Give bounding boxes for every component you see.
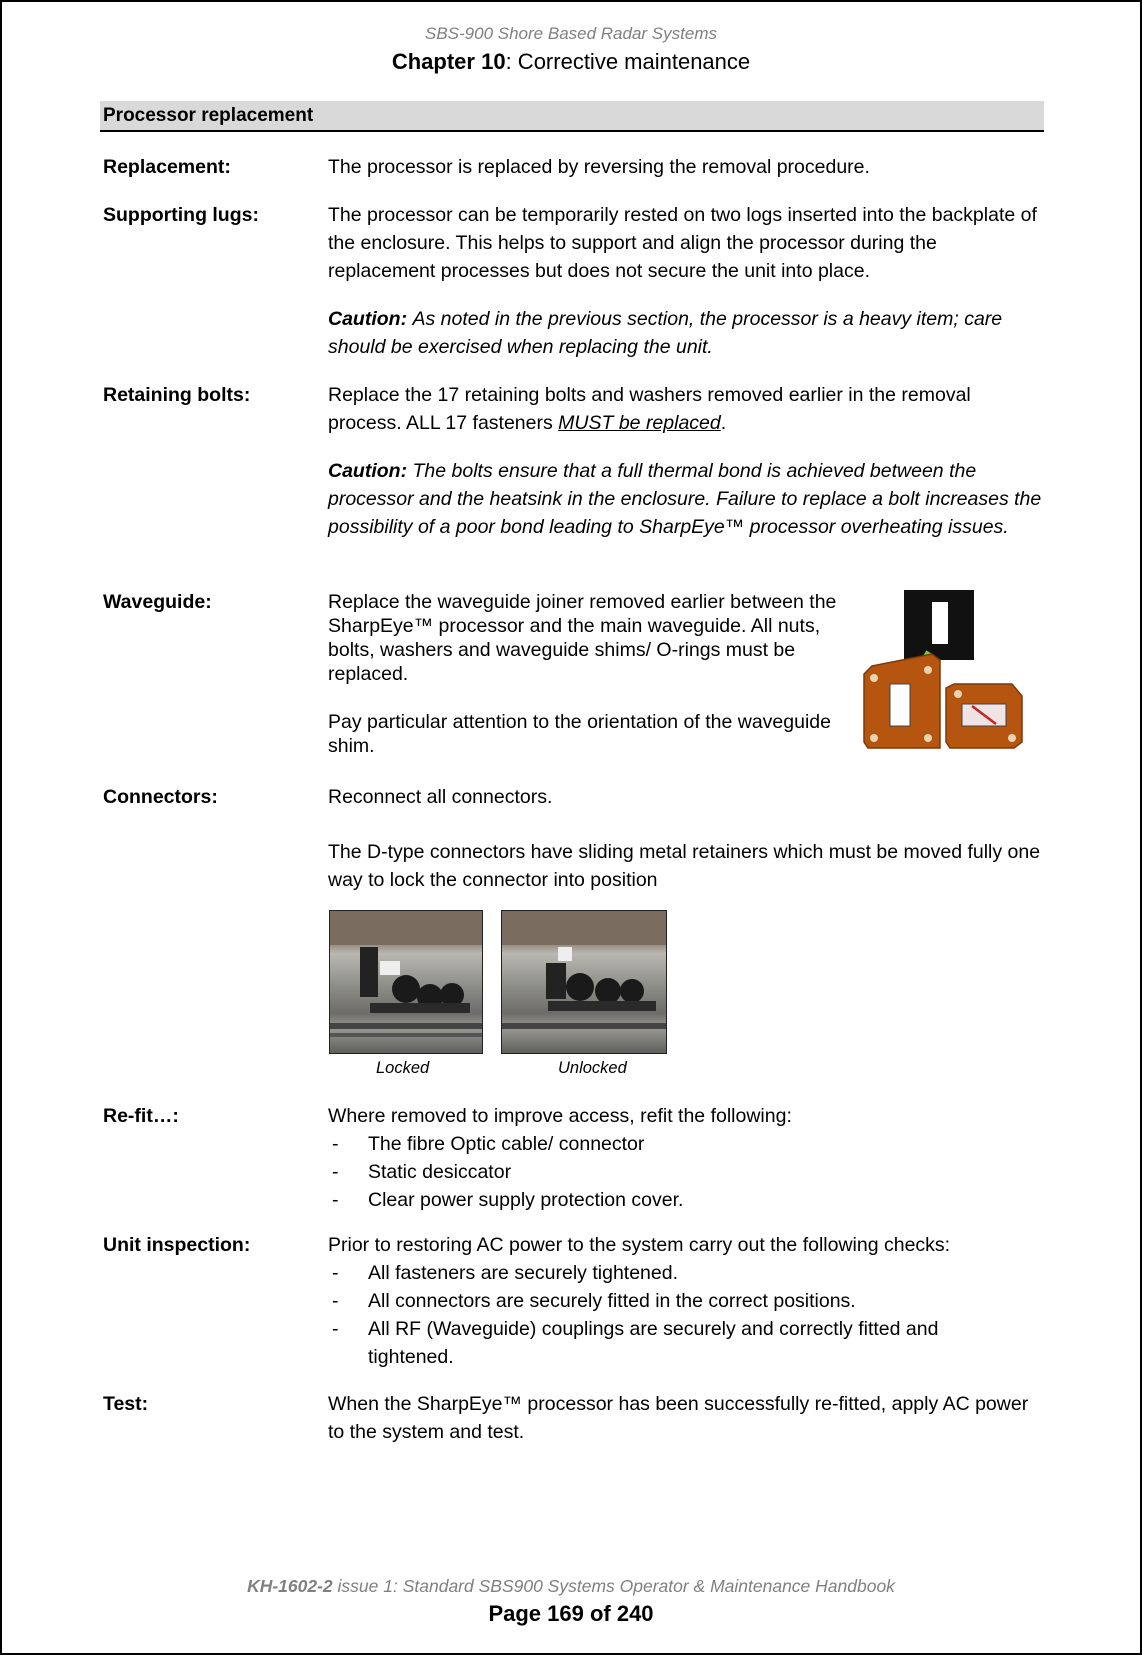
retaining-bolts-label: Retaining bolts: bbox=[103, 384, 251, 406]
chapter-name: : Corrective maintenance bbox=[505, 49, 751, 74]
connectors-text: Reconnect all connectors. bbox=[328, 786, 553, 808]
list-item: - All fasteners are securely tightened. bbox=[328, 1259, 988, 1287]
refit-label: Re-fit…: bbox=[103, 1105, 179, 1127]
section-heading: Processor replacement bbox=[100, 101, 1044, 132]
connector-locked-photo bbox=[329, 910, 483, 1054]
unit-inspection-text bbox=[328, 1231, 1044, 1371]
waveguide-text-2: Pay particular attention to the orientation of the waveguide shim. bbox=[328, 711, 831, 757]
footer-document-id bbox=[2, 1576, 1140, 1597]
retaining-bolts-caution bbox=[328, 457, 1044, 541]
bolts-text-before: Replace the 17 retaining bolts and washers removed earlier in the removal process. ALL 17 fasteners bbox=[328, 384, 971, 434]
list-item: - The fibre Optic cable/ connector bbox=[328, 1130, 1044, 1158]
shim-left-slot bbox=[890, 684, 910, 726]
connectors-text-2: The D-type connectors have sliding metal retainers which must be moved fully one way to lock the connector into position bbox=[328, 841, 1041, 891]
test-label: Test: bbox=[103, 1393, 149, 1415]
test-text: When the SharpEye™ processor has been successfully re-fitted, apply AC power to the system and test. bbox=[328, 1393, 1029, 1443]
list-item: - Clear power supply protection cover. bbox=[328, 1186, 1044, 1214]
bolts-text-after: . bbox=[720, 412, 727, 434]
list-item: - All RF (Waveguide) couplings are securely and correctly fitted and tightened. bbox=[328, 1315, 988, 1371]
refit-intro: Where removed to improve access, refit the following: bbox=[328, 1105, 792, 1127]
list-item: - All connectors are securely fitted in the correct positions. bbox=[328, 1287, 988, 1315]
caution-label: Caution: bbox=[328, 308, 408, 330]
caution-text: The bolts ensure that a full thermal bond is achieved between the processor and the heatsink in the enclosure. Failure to replace a bolt increases the possibility of a poor bond leading to SharpEye™ processor overheating issues. bbox=[328, 460, 1042, 538]
bolts-emphasis: MUST be replaced bbox=[558, 412, 721, 434]
caption-locked: Locked bbox=[376, 1059, 430, 1077]
waveguide-label: Waveguide: bbox=[103, 591, 212, 613]
connectors-label: Connectors: bbox=[103, 786, 218, 808]
doc-code: KH-1602-2 bbox=[247, 1576, 333, 1596]
supporting-lugs-caution bbox=[328, 305, 1044, 361]
retaining-bolts-text bbox=[328, 381, 1044, 437]
caution-label: Caution: bbox=[328, 460, 408, 482]
supporting-lugs-text: The processor can be temporarily rested on two logs inserted into the backplate of the enclosure. This helps to support and align the processor during the replacement processes but does not secure the unit into place. bbox=[328, 204, 1037, 282]
chapter-number: Chapter 10 bbox=[391, 49, 506, 74]
replacement-label: Replacement: bbox=[103, 156, 231, 178]
list-item: - Static desiccator bbox=[328, 1158, 1044, 1186]
inspection-intro: Prior to restoring AC power to the system carry out the following checks: bbox=[328, 1234, 951, 1256]
replacement-text: The processor is replaced by reversing the removal procedure. bbox=[328, 156, 870, 178]
unit-inspection-label: Unit inspection: bbox=[103, 1234, 251, 1256]
supporting-lugs-label: Supporting lugs: bbox=[103, 204, 259, 226]
caption-unlocked: Unlocked bbox=[558, 1059, 627, 1077]
doc-description: issue 1: Standard SBS900 Systems Operator & Maintenance Handbook bbox=[332, 1576, 895, 1596]
caution-text: As noted in the previous section, the processor is a heavy item; care should be exercised when replacing the unit. bbox=[328, 308, 1003, 358]
waveguide-shim-diagram bbox=[862, 588, 1024, 752]
connector-unlocked-photo bbox=[501, 910, 667, 1054]
refit-list bbox=[328, 1130, 1044, 1214]
refit-text bbox=[328, 1102, 1044, 1214]
waveguide-text: Replace the waveguide joiner removed earlier between the SharpEye™ processor and the main waveguide. All nuts, bolts, washers and waveguide shims/ O-rings must be replaced. bbox=[328, 591, 837, 685]
shim-black-slot bbox=[932, 602, 948, 644]
running-header: SBS-900 Shore Based Radar Systems bbox=[425, 24, 717, 43]
page-number: Page 169 of 240 bbox=[488, 1601, 654, 1626]
inspection-list bbox=[328, 1259, 988, 1371]
chapter-title bbox=[2, 49, 1140, 75]
